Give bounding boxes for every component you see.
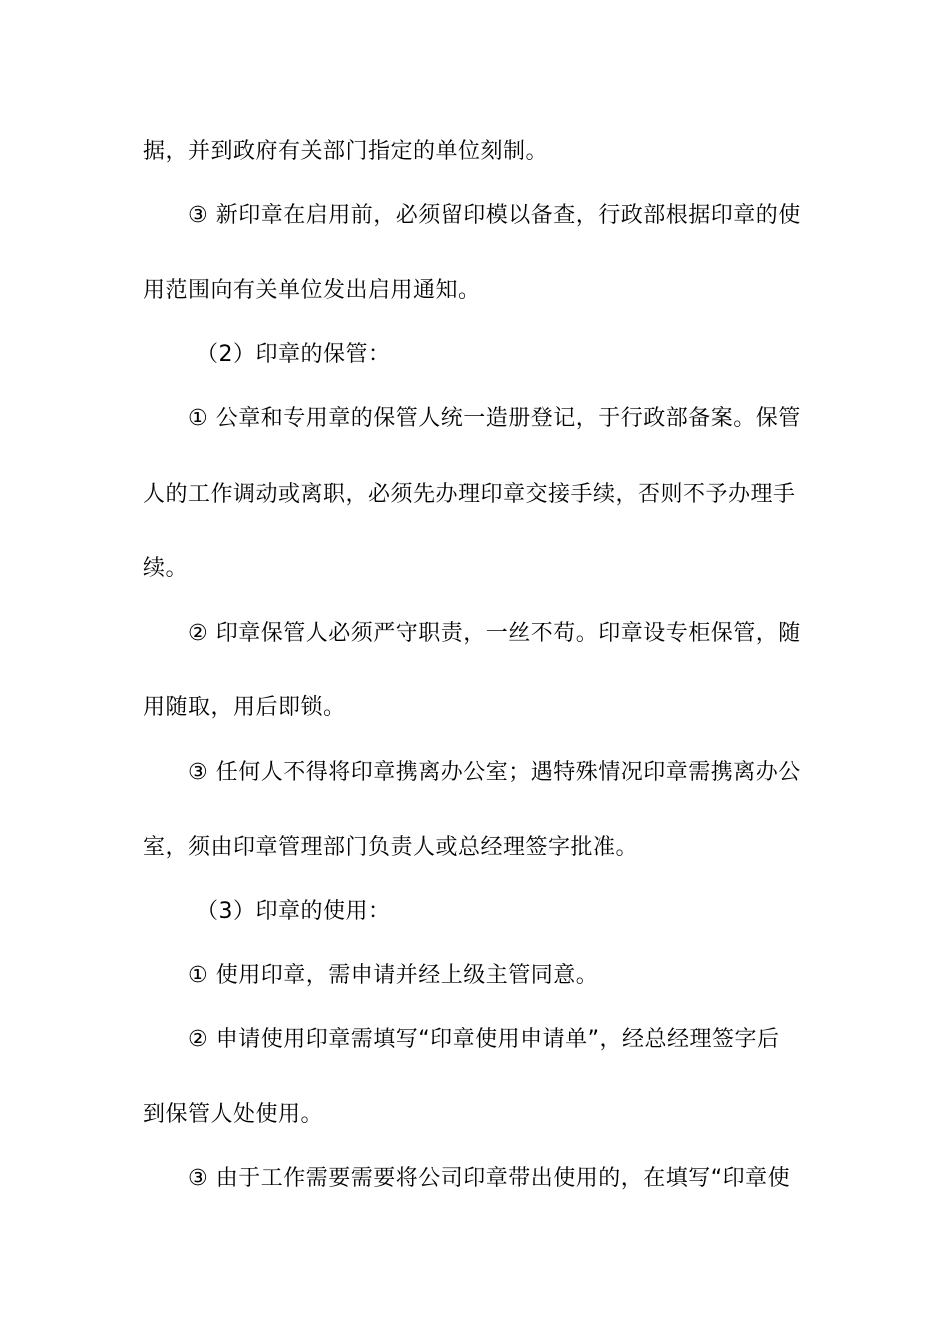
text-line: 到保管人处使用。 bbox=[143, 1102, 324, 1127]
text-line: 用范围向有关单位发出启用通知。 bbox=[143, 278, 481, 303]
text-line: ② 申请使用印章需填写“印章使用申请单”，经总经理签字后 bbox=[188, 1027, 780, 1052]
text-line: 用随取，用后即锁。 bbox=[143, 695, 346, 720]
text-line: 续。 bbox=[143, 556, 189, 581]
section-heading: （3）印章的使用： bbox=[196, 899, 391, 924]
text-line: ③ 新印章在启用前，必须留印模以备查，行政部根据印章的使 bbox=[188, 203, 801, 228]
section-heading: （2）印章的保管： bbox=[196, 342, 391, 367]
text-line: ① 使用印章，需申请并经上级主管同意。 bbox=[188, 963, 599, 988]
text-line: ③ 由于工作需要需要将公司印章带出使用的，在填写“印章使 bbox=[188, 1166, 791, 1191]
text-line: ② 印章保管人必须严守职责，一丝不苟。印章设专柜保管，随 bbox=[188, 621, 801, 646]
text-line: 据，并到政府有关部门指定的单位刻制。 bbox=[143, 139, 549, 164]
text-line: ③ 任何人不得将印章携离办公室；遇特殊情况印章需携离办公 bbox=[188, 760, 801, 785]
text-line: 室，须由印章管理部门负责人或总经理签字批准。 bbox=[143, 835, 639, 860]
text-line: ① 公章和专用章的保管人统一造册登记，于行政部备案。保管 bbox=[188, 406, 801, 431]
text-line: 人的工作调动或离职，必须先办理印章交接手续，否则不予办理手 bbox=[143, 482, 796, 507]
